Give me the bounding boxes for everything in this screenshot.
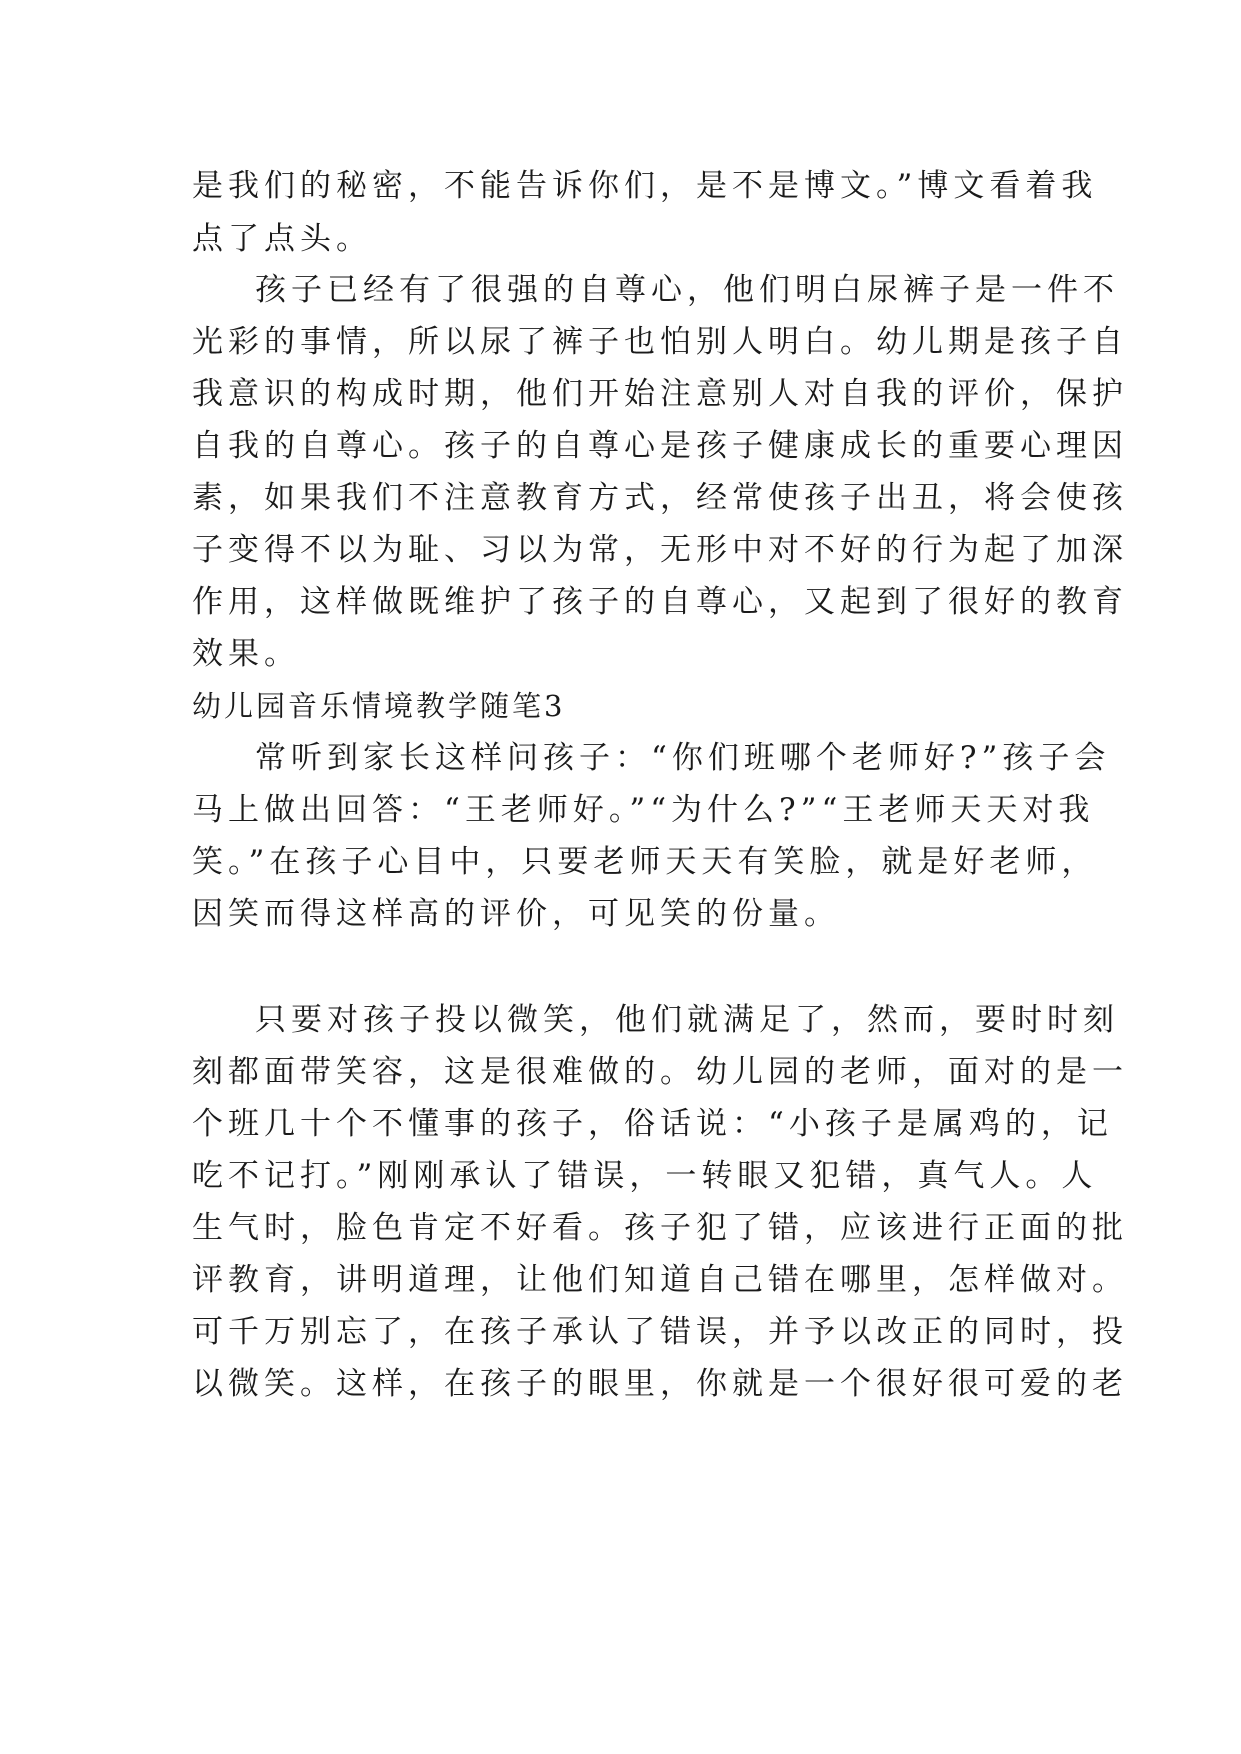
paragraph-line: 刻都面带笑容，这是很难做的。幼儿园的老师，面对的是一 (192, 1054, 1128, 1090)
paragraph-line: 个班几十个不懂事的孩子，俗话说：“小孩子是属鸡的，记 (192, 1106, 1113, 1142)
paragraph-line: 可千万别忘了，在孩子承认了错误，并予以改正的同时，投 (192, 1314, 1128, 1350)
paragraph-line: 吃不记打。”刚刚承认了错误，一转眼又犯错，真气人。人 (192, 1158, 1098, 1194)
paragraph-line: 笑。”在孩子心目中，只要老师天天有笑脸，就是好老师， (192, 844, 1098, 880)
section-heading: 幼儿园音乐情境教学随笔3 (192, 689, 566, 723)
paragraph-line: 子变得不以为耻、习以为常，无形中对不好的行为起了加深 (192, 532, 1128, 568)
paragraph-line: 马上做出回答：“王老师好。”“为什么?”“王老师天天对我 (192, 792, 1095, 828)
paragraph-line: 常听到家长这样问孩子：“你们班哪个老师好?”孩子会 (255, 740, 1111, 776)
paragraph-line: 只要对孩子投以微笑，他们就满足了，然而，要时时刻 (255, 1002, 1119, 1038)
paragraph-line: 以微笑。这样，在孩子的眼里，你就是一个很好很可爱的老 (192, 1366, 1128, 1402)
paragraph-line: 素，如果我们不注意教育方式，经常使孩子出丑，将会使孩 (192, 480, 1128, 516)
paragraph-line: 生气时，脸色肯定不好看。孩子犯了错，应该进行正面的批 (192, 1210, 1128, 1246)
paragraph-line: 是我们的秘密，不能告诉你们，是不是博文。”博文看着我 (192, 168, 1098, 204)
paragraph-line: 光彩的事情，所以尿了裤子也怕别人明白。幼儿期是孩子自 (192, 324, 1128, 360)
paragraph-line: 因笑而得这样高的评价，可见笑的份量。 (192, 896, 840, 932)
paragraph-line: 作用，这样做既维护了孩子的自尊心，又起到了很好的教育 (192, 584, 1128, 620)
paragraph-line: 我意识的构成时期，他们开始注意别人对自我的评价，保护 (192, 376, 1128, 412)
paragraph-line: 效果。 (192, 636, 300, 672)
paragraph-line: 评教育，讲明道理，让他们知道自己错在哪里，怎样做对。 (192, 1262, 1128, 1298)
paragraph-line: 自我的自尊心。孩子的自尊心是孩子健康成长的重要心理因 (192, 428, 1128, 464)
paragraph-line: 孩子已经有了很强的自尊心，他们明白尿裤子是一件不 (255, 272, 1119, 308)
paragraph-line: 点了点头。 (192, 221, 372, 257)
